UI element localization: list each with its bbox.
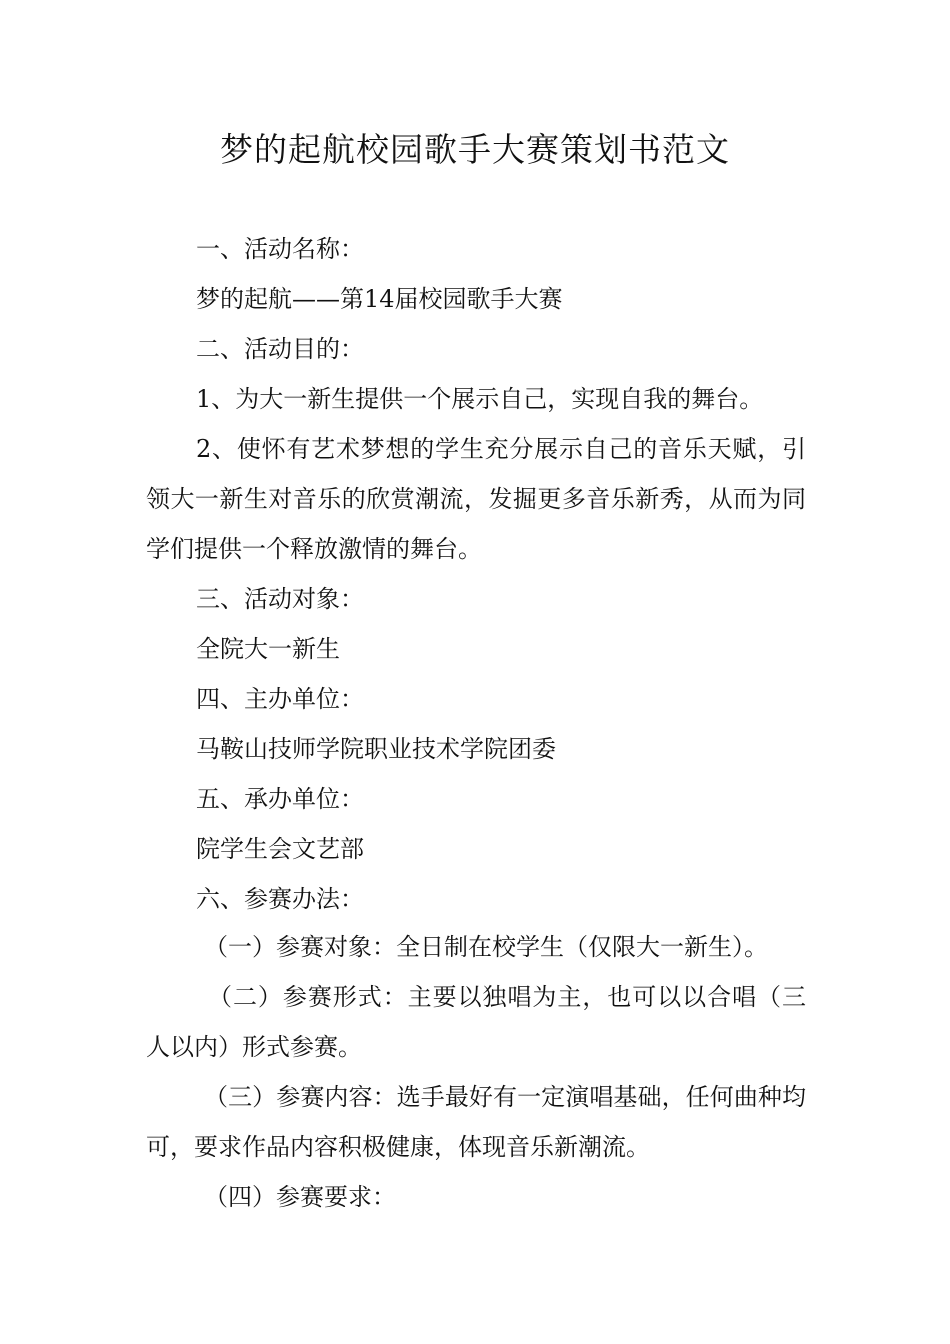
section-heading-co-organizer: 五、承办单位： bbox=[196, 785, 364, 813]
organizer-text: 马鞍山技师学院职业技术学院团委 bbox=[196, 735, 556, 763]
participation-item-2: （二）参赛形式：主要以独唱为主，也可以以合唱（三人以内）形式参赛。 bbox=[146, 983, 806, 1061]
section-heading-activity-purpose: 二、活动目的： bbox=[196, 335, 364, 363]
participation-item-3: （三）参赛内容：选手最好有一定演唱基础，任何曲种均可，要求作品内容积极健康，体现音乐新潮流。 bbox=[146, 1083, 806, 1161]
participation-item-4: （四）参赛要求： bbox=[204, 1183, 396, 1211]
participation-item-1: （一）参赛对象：全日制在校学生（仅限大一新生）。 bbox=[204, 933, 768, 961]
section-heading-participation: 六、参赛办法： bbox=[196, 885, 364, 913]
section-heading-activity-target: 三、活动对象： bbox=[196, 585, 364, 613]
document-title: 梦的起航校园歌手大赛策划书范文 bbox=[220, 130, 730, 169]
activity-name-text: 梦的起航——第14届校园歌手大赛 bbox=[196, 285, 563, 313]
purpose-item-2: 2、使怀有艺术梦想的学生充分展示自己的音乐天赋，引领大一新生对音乐的欣赏潮流，发掘更多音乐新秀，从而为同学们提供一个释放激情的舞台。 bbox=[146, 435, 806, 563]
section-heading-organizer: 四、主办单位： bbox=[196, 685, 364, 713]
activity-target-text: 全院大一新生 bbox=[196, 635, 340, 663]
section-heading-activity-name: 一、活动名称： bbox=[196, 235, 364, 263]
co-organizer-text: 院学生会文艺部 bbox=[196, 835, 364, 863]
purpose-item-1: 1、为大一新生提供一个展示自己，实现自我的舞台。 bbox=[196, 385, 764, 413]
